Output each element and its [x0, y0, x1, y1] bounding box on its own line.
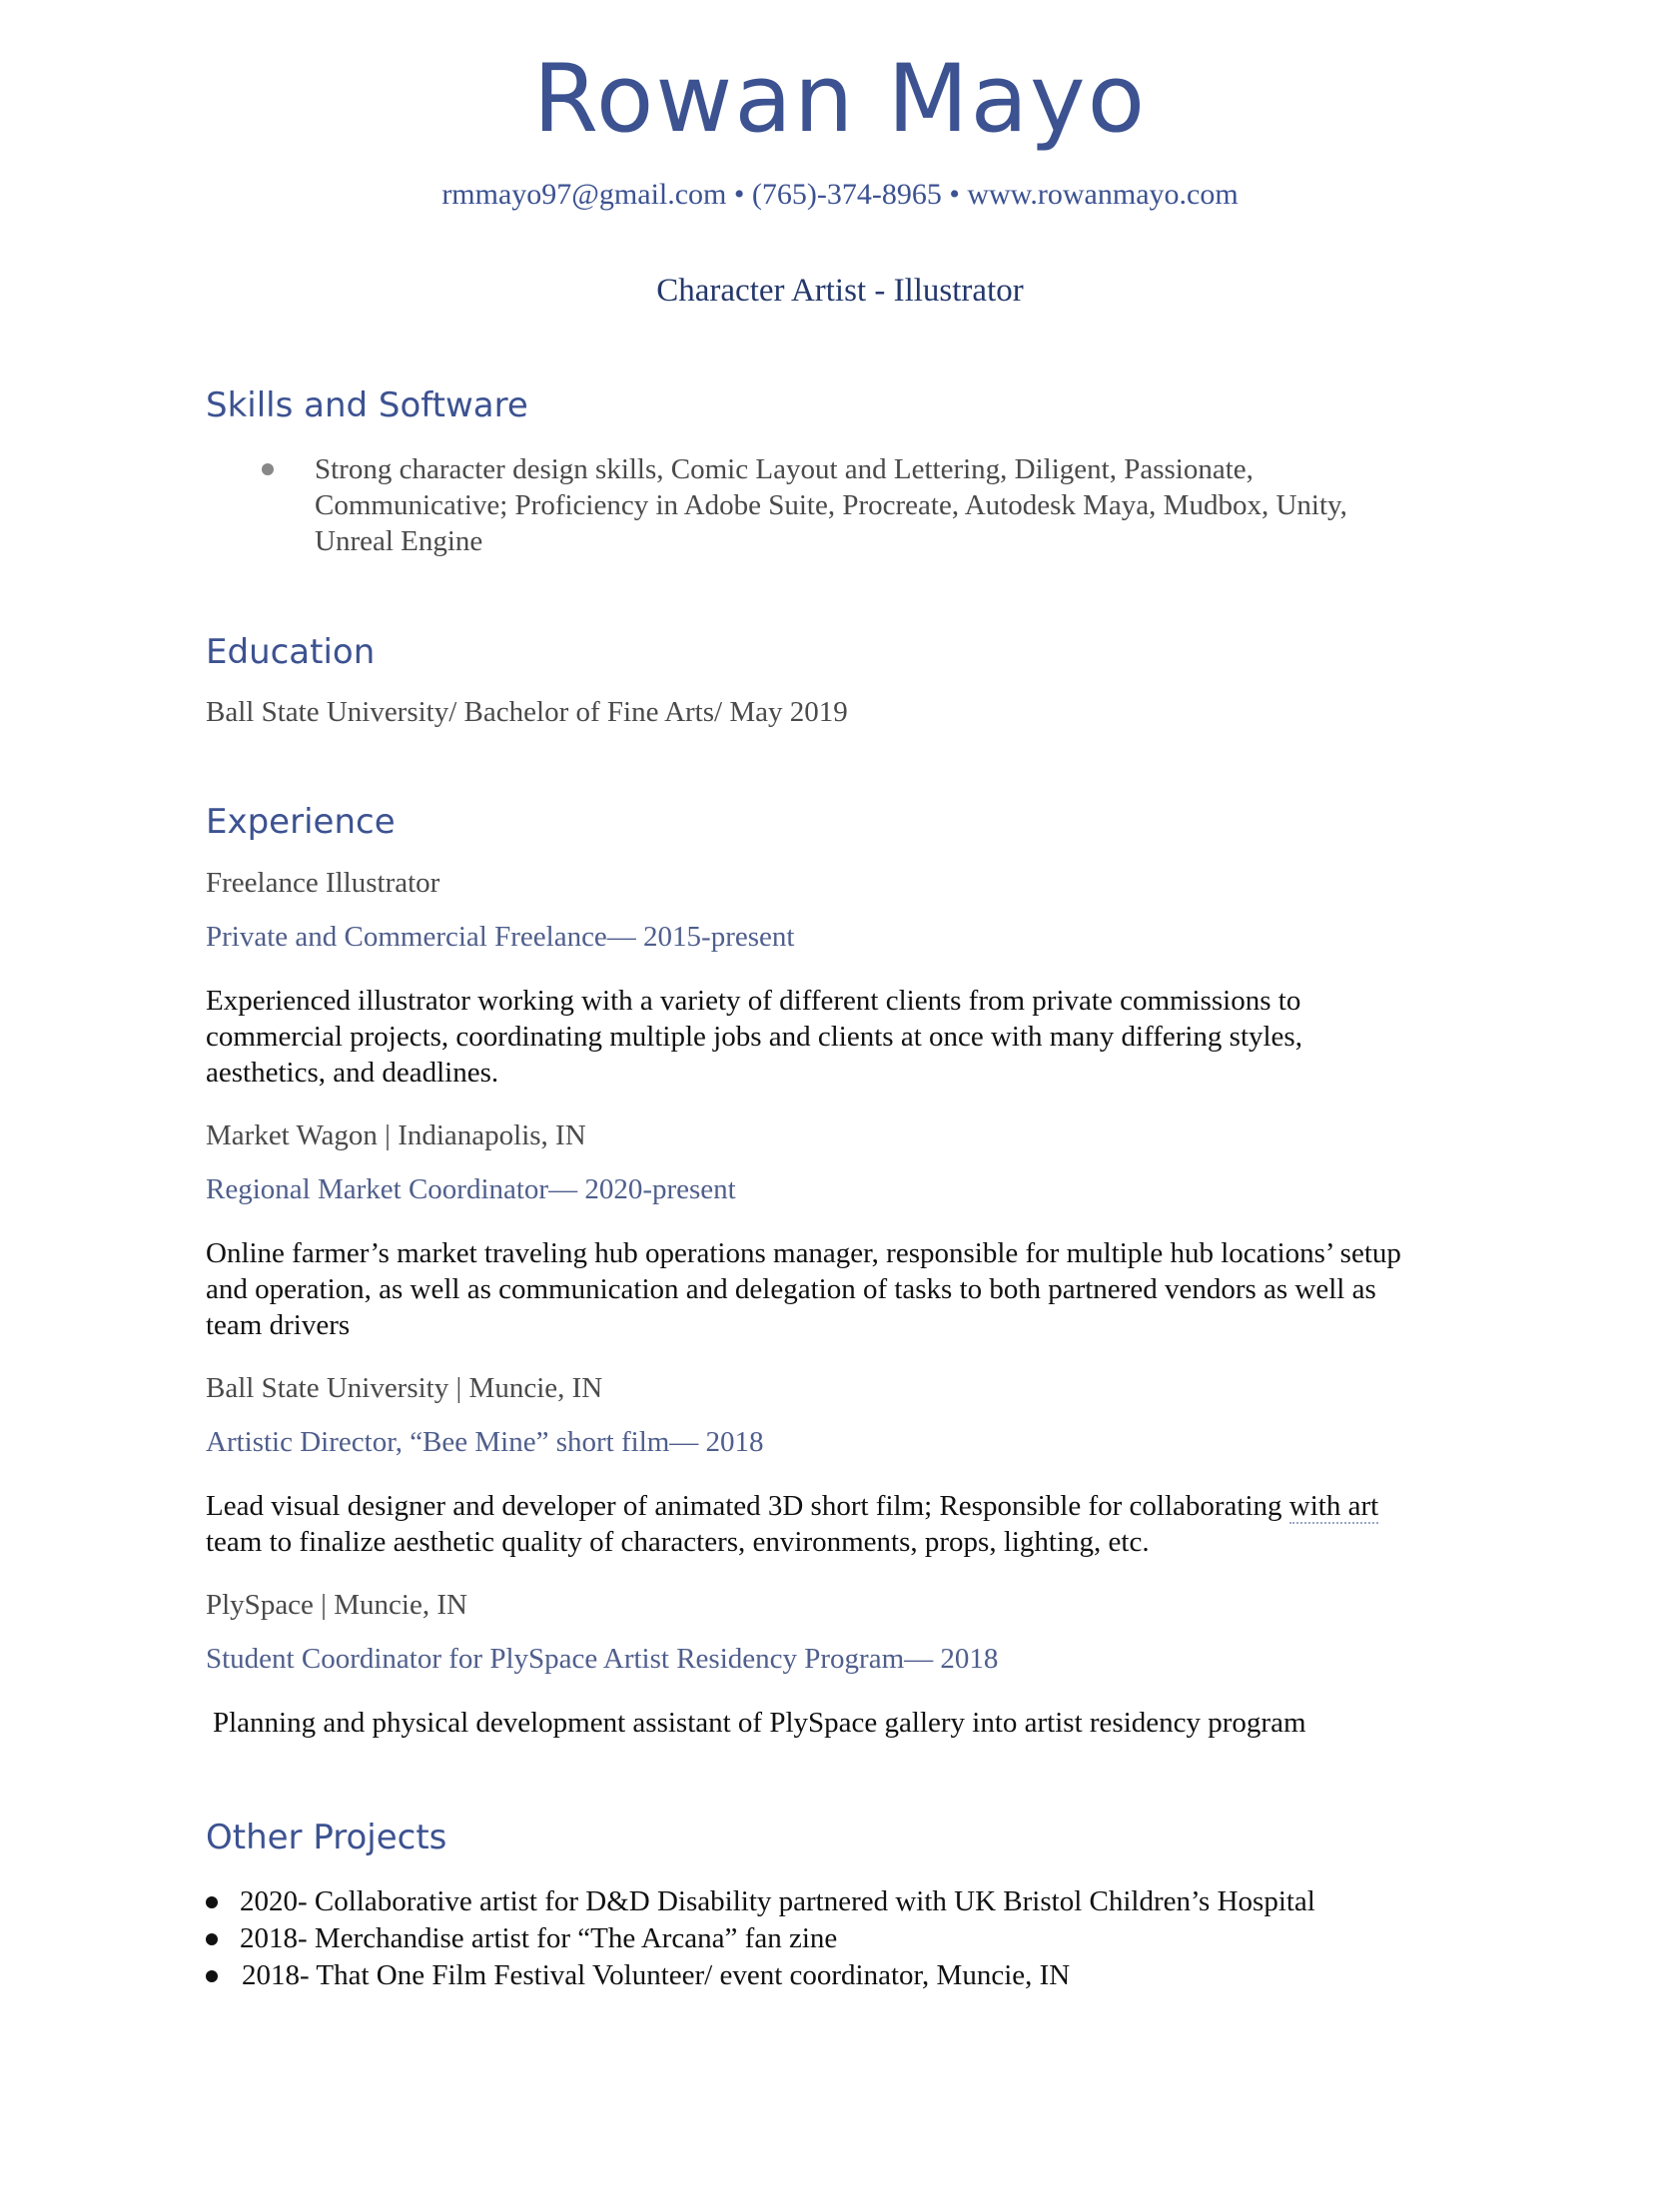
job-desc: team to finalize aesthetic quality of characters, environments, props, lighting, etc. — [206, 1526, 1150, 1558]
experience-heading: Experience — [206, 802, 396, 842]
bullet-icon — [262, 463, 274, 475]
job-desc: commercial projects, coordinating multiple jobs and clients at once with many differing styles, — [206, 1021, 1302, 1053]
job-desc: Experienced illustrator working with a variety of different clients from private commissions to — [206, 985, 1301, 1017]
job-org: Market Wagon | Indianapolis, IN — [206, 1119, 586, 1151]
projects-section — [206, 1818, 1474, 1857]
bullet-icon — [206, 1970, 218, 1982]
job-desc: and operation, as well as communication and delegation of tasks to both partnered vendors as well as — [206, 1273, 1376, 1305]
education-heading: Education — [206, 632, 376, 672]
job-desc-text: Lead visual designer and developer of animated 3D short film; Responsible for collaborating — [206, 1490, 1289, 1522]
job-org: Freelance Illustrator — [206, 867, 440, 899]
job-desc-text: with art — [1288, 1490, 1379, 1522]
job-role: Artistic Director, “Bee Mine” short film— 2018 — [206, 1426, 764, 1458]
job-desc: team drivers — [206, 1309, 351, 1341]
education-section — [206, 632, 1474, 672]
list-item — [206, 1920, 1474, 1957]
experience-section — [206, 802, 1474, 842]
project-text: 2018- Merchandise artist for “The Arcana” fan zine — [240, 1922, 838, 1954]
resume-name: Rowan Mayo — [532, 45, 1148, 154]
education-line: Ball State University/ Bachelor of Fine Arts/ May 2019 — [206, 696, 848, 728]
list-item — [206, 1883, 1474, 1920]
job-entry — [206, 1587, 1474, 1623]
bullet-icon — [206, 1933, 218, 1945]
projects-list — [206, 1883, 1474, 1994]
job-desc — [206, 1488, 1474, 1524]
projects-heading: Other Projects — [206, 1818, 447, 1857]
job-role: Regional Market Coordinator— 2020-present — [206, 1173, 736, 1205]
skills-line: Strong character design skills, Comic Layout and Lettering, Diligent, Passionate, — [315, 453, 1254, 485]
skills-heading: Skills and Software — [206, 385, 528, 425]
job-entry — [206, 1117, 1474, 1153]
job-org: PlySpace | Muncie, IN — [206, 1589, 467, 1621]
project-text: 2018- That One Film Festival Volunteer/ event coordinator, Muncie, IN — [242, 1959, 1071, 1991]
skills-line: Communicative; Proficiency in Adobe Suite, Procreate, Autodesk Maya, Mudbox, Unity, — [315, 489, 1347, 521]
project-text: 2020- Collaborative artist for D&D Disability partnered with UK Bristol Children’s Hospital — [240, 1885, 1315, 1917]
job-role: Private and Commercial Freelance— 2015-present — [206, 921, 795, 953]
skills-line: Unreal Engine — [315, 525, 483, 557]
job-desc: Planning and physical development assistant of PlySpace gallery into artist residency program — [213, 1707, 1306, 1739]
contact-line: rmmayo97@gmail.com • (765)-374-8965 • www.rowanmayo.com — [441, 178, 1239, 211]
job-role: Student Coordinator for PlySpace Artist Residency Program— 2018 — [206, 1643, 999, 1675]
job-entry — [206, 1370, 1474, 1406]
job-desc: aesthetics, and deadlines. — [206, 1057, 499, 1089]
job-entry — [206, 865, 1474, 901]
list-item — [206, 1957, 1474, 1994]
bullet-icon — [206, 1896, 218, 1908]
job-org: Ball State University | Muncie, IN — [206, 1372, 603, 1404]
tagline: Character Artist - Illustrator — [656, 273, 1024, 309]
job-desc: Online farmer’s market traveling hub operations manager, responsible for multiple hub locations’ setup — [206, 1237, 1401, 1269]
skills-section — [206, 385, 1474, 425]
